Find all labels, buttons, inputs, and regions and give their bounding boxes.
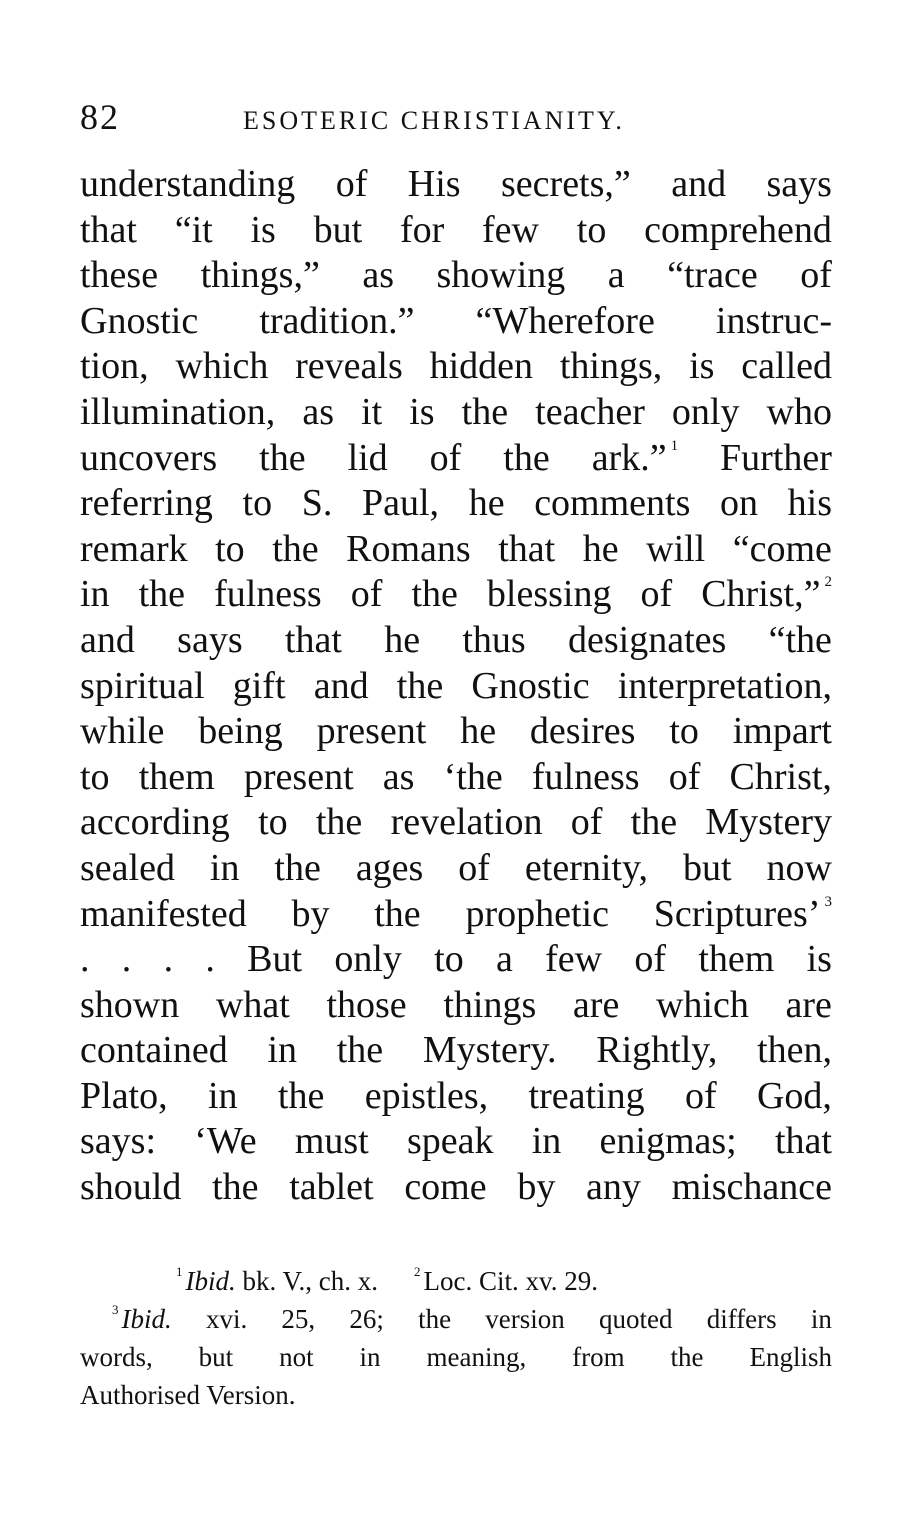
text-line: referring to S. Paul, he comments on his — [80, 482, 832, 525]
text-line: remark to the Romans that he will “come — [80, 527, 832, 570]
footnote-1: $^1$ Ibid. bk. V., ch. x. — [176, 1264, 379, 1296]
text-line: shown what those things are which are — [80, 983, 832, 1026]
footnotes — [80, 1262, 832, 1414]
text-line: says: ‘We must speak in enigmas; that — [80, 1120, 832, 1163]
text-line: in the fulness of the blessing of Christ,” $^2$ — [80, 573, 832, 616]
text-line: manifested by the prophetic Scriptures’ $^3$ — [80, 892, 832, 935]
footnote-3: $^3$ Ibid. xvi. 25, 26; the version quoted differs in — [80, 1300, 832, 1338]
text-line: while being present he desires to impart — [80, 710, 832, 753]
text-line: Gnostic tradition.” “Wherefore instruc- — [80, 299, 832, 342]
text-line: sealed in the ages of eternity, but now — [80, 846, 832, 889]
text-line: these things,” as showing a “trace of — [80, 254, 832, 297]
running-title: ESOTERIC CHRISTIANITY. — [243, 106, 625, 135]
text-line: that “it is but for few to comprehend — [80, 208, 832, 251]
text-line: contained in the Mystery. Rightly, then, — [80, 1029, 832, 1072]
footnote-3-lead: $^3$ Ibid. — [112, 1302, 172, 1334]
text-line: Plato, in the epistles, treating of God, — [80, 1074, 832, 1117]
text-line: to them present as ‘the fulness of Christ, — [80, 755, 832, 798]
text-line: tion, which reveals hidden things, is called — [80, 345, 832, 388]
page-number: 82 — [80, 97, 120, 137]
text-line: and says that he thus designates “the — [80, 618, 832, 661]
text-line: spiritual gift and the Gnostic interpretation, — [80, 664, 832, 707]
text-line: according to the revelation of the Mystery — [80, 801, 832, 844]
text-line: should the tablet come by any mischance — [80, 1166, 832, 1209]
footnote-3-continuation: words, but not in meaning, from the English — [80, 1342, 832, 1372]
footnote-line — [80, 1262, 832, 1300]
body-text — [80, 162, 832, 1211]
footnote-3-end: Authorised Version. — [80, 1380, 296, 1410]
text-line: uncovers the lid of the ark.” $^1$ Further — [80, 436, 832, 479]
text-line: . . . . But only to a few of them is — [80, 938, 832, 981]
page-header — [80, 96, 832, 146]
text-line: understanding of His secrets,” and says — [80, 163, 832, 205]
footnote-2: $^2$ Loc. Cit. xv. 29. — [414, 1264, 599, 1296]
text-line: illumination, as it is the teacher only who — [80, 390, 832, 433]
